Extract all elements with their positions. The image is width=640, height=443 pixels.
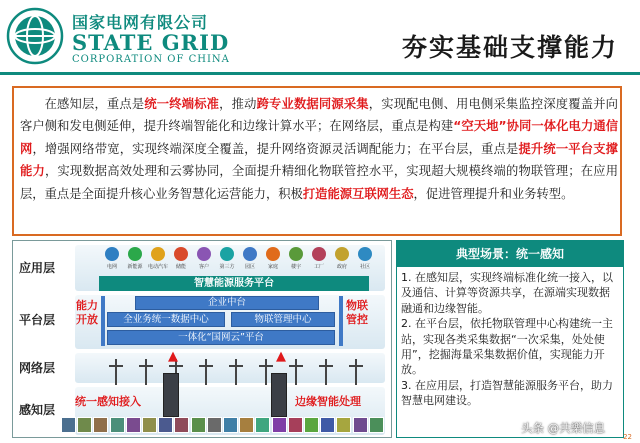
- app-icon: [197, 247, 211, 261]
- app-item: [124, 247, 146, 270]
- typical-case-heading: 典型场景：统一感知: [397, 241, 623, 267]
- summary-segment: ，增强网络带宽，实现终端深度全覆盖，提升网络资源灵活调配能力；在平台层，重点是: [32, 141, 519, 156]
- app-label: 第三方: [219, 264, 235, 270]
- app-item: [308, 247, 330, 270]
- device-photo: [110, 417, 125, 433]
- device-photo: [77, 417, 92, 433]
- app-label: 园区: [244, 264, 255, 270]
- summary-segment: ，实现配电侧、用电侧采集监控深度覆盖并向客户侧和发电侧延伸，提升终端智能化和边缘计算水平；在网络层，重点是构建: [20, 97, 618, 134]
- edge-rack-icon: [271, 373, 287, 417]
- header-divider: [0, 72, 640, 75]
- app-icon: [151, 247, 165, 261]
- layer-label-perception: 感知层: [19, 403, 56, 417]
- summary-highlight: “空天地”协同一体化电力通信网: [20, 119, 618, 156]
- summary-highlight: 跨专业数据同源采集: [256, 97, 369, 111]
- app-icon: [220, 247, 234, 261]
- app-item: [170, 247, 192, 270]
- summary-segment: ，促进管理提升和业务转型。: [413, 186, 574, 201]
- iot-management-center: 物联管理中心: [231, 312, 335, 327]
- app-icon: [289, 247, 303, 261]
- watermark: 头条 @共樂信息: [521, 421, 606, 435]
- app-icon: [358, 247, 372, 261]
- app-item: [101, 247, 123, 270]
- app-label: 电网: [106, 264, 117, 270]
- summary-highlight: 提升统一平台支撑能力: [20, 141, 618, 179]
- summary-segment: ，推动: [219, 97, 257, 111]
- device-photo: [93, 417, 108, 433]
- uplink-arrow-icon: ▲: [276, 349, 286, 364]
- device-photo: [142, 417, 157, 433]
- network-tower-icon: [199, 359, 213, 385]
- device-photo-strip: [61, 417, 387, 433]
- app-label: 新能源: [127, 264, 143, 270]
- device-photo: [61, 417, 76, 433]
- summary-segment: ，实现数据高效处理和云雾协同，全面提升精细化物联管控水平，实现超大规模终端的物联管理；在应用层，重点是全面提升核心业务智慧化运营能力，积极: [20, 164, 618, 201]
- uplink-arrow-icon: ▲: [168, 349, 178, 364]
- org-name-en-sub: CORPORATION OF CHINA: [72, 54, 230, 65]
- capability-open-bar: [101, 296, 105, 346]
- device-photo: [272, 417, 287, 433]
- app-icon: [266, 247, 280, 261]
- device-photo: [255, 417, 270, 433]
- device-photo: [191, 417, 206, 433]
- app-item: [147, 247, 169, 270]
- iot-control-bar: [339, 296, 343, 346]
- state-grid-cloud-platform: 一体化“国网云”平台: [107, 330, 335, 345]
- app-item: [193, 247, 215, 270]
- access-rack-icon: [163, 373, 179, 417]
- app-label: 工厂: [313, 264, 324, 270]
- summary-highlight: 统一终端标准: [144, 97, 220, 111]
- state-grid-emblem-icon: [6, 7, 64, 65]
- device-photo: [158, 417, 173, 433]
- device-photo: [288, 417, 303, 433]
- layer-label-platform: 平台层: [19, 313, 56, 327]
- device-photo: [320, 417, 335, 433]
- device-photo: [174, 417, 189, 433]
- app-label: 家庭: [267, 264, 278, 270]
- org-name-en: STATE GRID: [72, 30, 230, 55]
- app-label: 社区: [359, 264, 370, 270]
- app-label: 客户: [198, 264, 209, 270]
- case-item: 1. 在感知层，实现终端标准化统一接入，以及通信、计算等资源共享，在源端实现数据融通和边缘智能。: [401, 271, 613, 315]
- typical-case-panel: [396, 240, 624, 438]
- network-tower-icon: [229, 359, 243, 385]
- edge-intelligent-processing: 边缘智能处理: [295, 395, 361, 408]
- smart-energy-service-platform: 智慧能源服务平台: [99, 276, 369, 291]
- app-item: [262, 247, 284, 270]
- network-tower-icon: [139, 359, 153, 385]
- app-label: 楼宇: [290, 264, 301, 270]
- app-icon: [105, 247, 119, 261]
- iot-control-label: 物联管控: [346, 299, 368, 326]
- page-title: 夯实基础支撑能力: [401, 33, 618, 62]
- device-photo: [353, 417, 368, 433]
- app-icon: [335, 247, 349, 261]
- app-label: 电动汽车: [147, 264, 168, 270]
- network-towers: [75, 351, 385, 385]
- device-photo: [126, 417, 141, 433]
- network-tower-icon: [319, 359, 333, 385]
- app-icon: [174, 247, 188, 261]
- device-photo: [369, 417, 384, 433]
- app-item: [285, 247, 307, 270]
- layer-label-application: 应用层: [19, 261, 56, 275]
- device-photo: [336, 417, 351, 433]
- layer-label-network: 网络层: [19, 361, 56, 375]
- device-photo: [207, 417, 222, 433]
- device-photo: [239, 417, 254, 433]
- org-name-cn: 国家电网有限公司: [72, 13, 209, 32]
- app-icon: [243, 247, 257, 261]
- state-grid-logo: [6, 5, 230, 69]
- app-item: [239, 247, 261, 270]
- app-item: [331, 247, 353, 270]
- device-photo: [223, 417, 238, 433]
- app-item: [354, 247, 376, 270]
- unified-perception-access: 统一感知接入: [75, 395, 141, 408]
- enterprise-platform: 企业中台: [135, 296, 319, 310]
- summary-paragraph: [20, 93, 618, 205]
- typical-case-list: [401, 270, 619, 409]
- case-item: 2. 在平台层，依托物联管理中心构建统一主站，实现各类采集数据“一次采集，处处使用”，挖掘海量采集数据价值，实现能力开放。: [401, 317, 613, 377]
- network-tower-icon: [289, 359, 303, 385]
- architecture-diagram: [12, 240, 392, 438]
- network-tower-icon: [349, 359, 363, 385]
- app-label: 政府: [336, 264, 347, 270]
- app-item: [216, 247, 238, 270]
- summary-segment: 在感知层，重点是: [44, 97, 145, 111]
- network-tower-icon: [109, 359, 123, 385]
- app-icon: [312, 247, 326, 261]
- app-label: 储能: [175, 264, 186, 270]
- capability-open-label: 能力开放: [76, 299, 98, 326]
- case-item: 3. 在应用层，打造智慧能源服务平台，助力智慧电网建设。: [401, 378, 613, 408]
- summary-highlight: 打造能源互联网生态: [302, 186, 414, 201]
- device-photo: [304, 417, 319, 433]
- app-icon: [128, 247, 142, 261]
- data-center: 全业务统一数据中心: [107, 312, 225, 327]
- page-number: 22: [623, 433, 632, 441]
